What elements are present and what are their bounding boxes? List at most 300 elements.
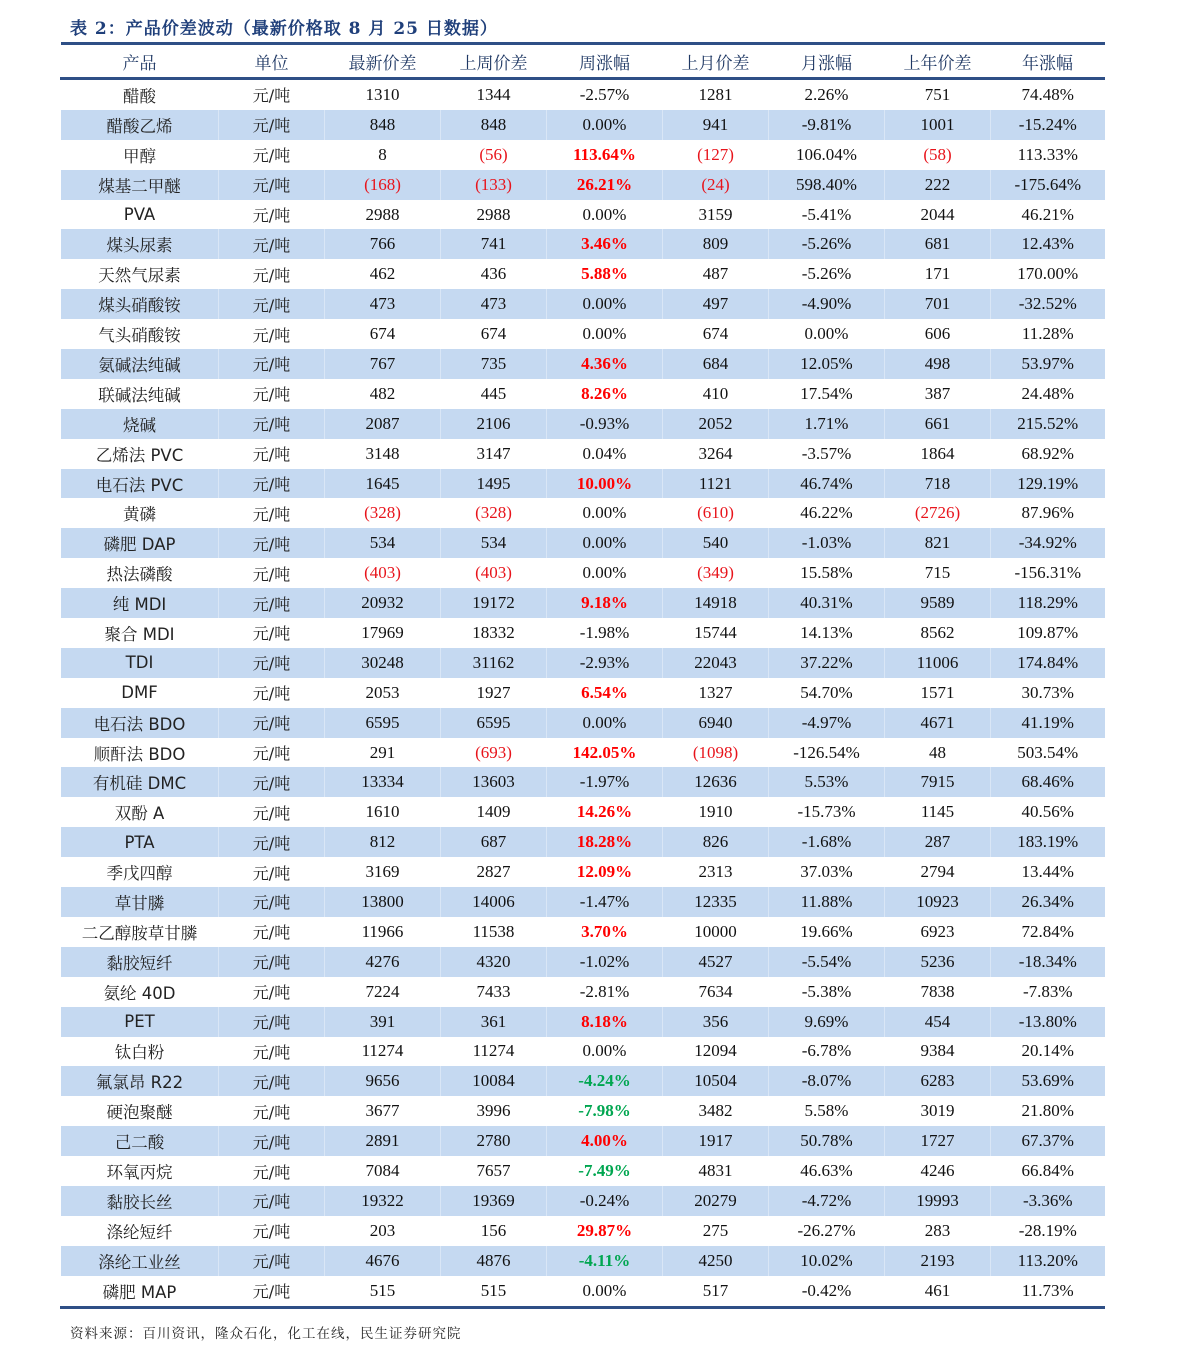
cell-last-month-spread: 1281 [663,79,769,110]
cell-latest-spread: 2053 [325,678,441,708]
cell-monthly-change: 5.53% [769,767,885,797]
cell-last-year-spread: 283 [885,1216,991,1246]
cell-last-month-spread: 941 [663,110,769,140]
cell-monthly-change: -1.03% [769,528,885,558]
cell-yearly-change: -28.19% [991,1216,1105,1246]
cell-monthly-change: -4.72% [769,1186,885,1216]
cell-last-week-spread: 11274 [441,1037,547,1067]
cell-last-year-spread: 454 [885,1007,991,1037]
cell-unit: 元/吨 [219,1246,325,1276]
cell-yearly-change: 113.20% [991,1246,1105,1276]
table-row [61,229,1105,259]
cell-last-year-spread: 6923 [885,917,991,947]
table-row [61,827,1105,857]
cell-last-month-spread: 1910 [663,797,769,827]
cell-weekly-change: 14.26% [547,797,663,827]
cell-monthly-change: 46.63% [769,1156,885,1186]
cell-weekly-change: -4.11% [547,1246,663,1276]
cell-last-year-spread: 2193 [885,1246,991,1276]
cell-unit: 元/吨 [219,947,325,977]
cell-yearly-change: -15.24% [991,110,1105,140]
cell-yearly-change: 183.19% [991,827,1105,857]
cell-product-name: 氨纶 40D [61,977,219,1007]
cell-last-week-spread: 735 [441,349,547,379]
cell-latest-spread: 3148 [325,439,441,469]
cell-yearly-change: 109.87% [991,618,1105,648]
cell-yearly-change: 30.73% [991,678,1105,708]
cell-unit: 元/吨 [219,648,325,678]
cell-unit: 元/吨 [219,588,325,618]
cell-last-month-spread: (127) [663,140,769,170]
cell-monthly-change: -26.27% [769,1216,885,1246]
cell-yearly-change: 174.84% [991,648,1105,678]
cell-last-week-spread: 13603 [441,767,547,797]
table-row [61,1037,1105,1067]
cell-product-name: 钛白粉 [61,1037,219,1067]
cell-product-name: 硬泡聚醚 [61,1096,219,1126]
cell-unit: 元/吨 [219,1156,325,1186]
cell-last-year-spread: 5236 [885,947,991,977]
cell-last-year-spread: 606 [885,319,991,349]
cell-monthly-change: -3.57% [769,439,885,469]
cell-latest-spread: 462 [325,259,441,289]
cell-product-name: PET [61,1007,219,1037]
cell-last-month-spread: 4250 [663,1246,769,1276]
cell-last-month-spread: 3264 [663,439,769,469]
cell-latest-spread: 203 [325,1216,441,1246]
cell-yearly-change: 24.48% [991,379,1105,409]
cell-monthly-change: 17.54% [769,379,885,409]
cell-unit: 元/吨 [219,797,325,827]
cell-yearly-change: 21.80% [991,1096,1105,1126]
cell-weekly-change: 5.88% [547,259,663,289]
cell-yearly-change: 72.84% [991,917,1105,947]
table-row [61,409,1105,439]
cell-latest-spread: 8 [325,140,441,170]
cell-monthly-change: 2.26% [769,79,885,110]
table-row [61,79,1105,110]
cell-latest-spread: (328) [325,498,441,528]
header-product: 产品 [122,53,157,74]
cell-yearly-change: 66.84% [991,1156,1105,1186]
cell-monthly-change: 12.05% [769,349,885,379]
cell-last-year-spread: 715 [885,558,991,588]
table-row [61,1126,1105,1156]
cell-unit: 元/吨 [219,558,325,588]
cell-last-month-spread: 809 [663,229,769,259]
cell-last-week-spread: 741 [441,229,547,259]
cell-product-name: 煤头硝酸铵 [61,289,219,319]
cell-latest-spread: 17969 [325,618,441,648]
table-row [61,498,1105,528]
cell-yearly-change: 46.21% [991,200,1105,230]
table-caption: 表 2：产品价差波动（最新价格取 8 月 25 日数据） [70,19,498,39]
cell-unit: 元/吨 [219,170,325,200]
cell-unit: 元/吨 [219,1126,325,1156]
table-row [61,678,1105,708]
cell-unit: 元/吨 [219,1037,325,1067]
cell-weekly-change: 0.00% [547,110,663,140]
cell-last-week-spread: (56) [441,140,547,170]
cell-latest-spread: 391 [325,1007,441,1037]
cell-latest-spread: 30248 [325,648,441,678]
cell-last-year-spread: 1727 [885,1126,991,1156]
cell-weekly-change: -2.57% [547,79,663,110]
cell-yearly-change: 53.97% [991,349,1105,379]
cell-weekly-change: -1.97% [547,767,663,797]
cell-last-week-spread: 687 [441,827,547,857]
cell-last-month-spread: 15744 [663,618,769,648]
cell-last-month-spread: 1327 [663,678,769,708]
cell-weekly-change: 26.21% [547,170,663,200]
cell-last-month-spread: 1917 [663,1126,769,1156]
cell-monthly-change: 19.66% [769,917,885,947]
cell-last-month-spread: 3159 [663,200,769,230]
table-row [61,1216,1105,1246]
cell-last-week-spread: 1409 [441,797,547,827]
cell-last-year-spread: 1001 [885,110,991,140]
cell-weekly-change: -7.98% [547,1096,663,1126]
cell-weekly-change: 0.00% [547,708,663,738]
cell-product-name: 己二酸 [61,1126,219,1156]
cell-last-month-spread: 4831 [663,1156,769,1186]
cell-product-name: 二乙醇胺草甘膦 [61,917,219,947]
cell-last-month-spread: 275 [663,1216,769,1246]
cell-weekly-change: 4.00% [547,1126,663,1156]
cell-yearly-change: -175.64% [991,170,1105,200]
cell-yearly-change: 26.34% [991,887,1105,917]
cell-last-year-spread: (58) [885,140,991,170]
cell-last-month-spread: 2052 [663,409,769,439]
cell-last-week-spread: 1927 [441,678,547,708]
cell-product-name: DMF [61,678,219,708]
cell-unit: 元/吨 [219,1066,325,1096]
table-row [61,528,1105,558]
cell-product-name: 环氧丙烷 [61,1156,219,1186]
cell-monthly-change: -0.42% [769,1276,885,1307]
cell-monthly-change: -5.26% [769,259,885,289]
header-monthly-change: 月涨幅 [801,53,852,74]
cell-weekly-change: 0.00% [547,200,663,230]
cell-yearly-change: 67.37% [991,1126,1105,1156]
cell-monthly-change: -5.54% [769,947,885,977]
cell-last-month-spread: 12094 [663,1037,769,1067]
cell-yearly-change: 68.46% [991,767,1105,797]
table-row [61,469,1105,499]
cell-unit: 元/吨 [219,708,325,738]
cell-last-month-spread: (610) [663,498,769,528]
cell-last-year-spread: 718 [885,469,991,499]
cell-monthly-change: -5.41% [769,200,885,230]
cell-product-name: 煤基二甲醚 [61,170,219,200]
cell-last-week-spread: (133) [441,170,547,200]
cell-unit: 元/吨 [219,259,325,289]
cell-yearly-change: 74.48% [991,79,1105,110]
header-weekly-change: 周涨幅 [579,53,630,74]
cell-weekly-change: 6.54% [547,678,663,708]
cell-product-name: 有机硅 DMC [61,767,219,797]
cell-product-name: 电石法 PVC [61,469,219,499]
header-last-year-spread: 上年价差 [903,53,972,74]
cell-latest-spread: (168) [325,170,441,200]
cell-yearly-change: -18.34% [991,947,1105,977]
cell-product-name: 醋酸乙烯 [61,110,219,140]
cell-last-month-spread: 7634 [663,977,769,1007]
cell-last-month-spread: 12636 [663,767,769,797]
cell-unit: 元/吨 [219,439,325,469]
cell-unit: 元/吨 [219,767,325,797]
cell-yearly-change: 11.73% [991,1276,1105,1307]
cell-latest-spread: 11274 [325,1037,441,1067]
cell-unit: 元/吨 [219,678,325,708]
cell-latest-spread: 812 [325,827,441,857]
cell-last-year-spread: 387 [885,379,991,409]
price-spread-table [60,42,1105,1309]
cell-unit: 元/吨 [219,917,325,947]
cell-last-month-spread: (1098) [663,738,769,768]
cell-latest-spread: 9656 [325,1066,441,1096]
cell-monthly-change: 46.74% [769,469,885,499]
cell-unit: 元/吨 [219,1216,325,1246]
cell-yearly-change: 40.56% [991,797,1105,827]
cell-product-name: 磷肥 MAP [61,1276,219,1307]
cell-monthly-change: 106.04% [769,140,885,170]
header-unit: 单位 [254,53,289,74]
cell-latest-spread: 767 [325,349,441,379]
cell-weekly-change: -7.49% [547,1156,663,1186]
table-row [61,857,1105,887]
table-header-row [61,44,1105,79]
cell-last-week-spread: 14006 [441,887,547,917]
cell-product-name: 煤头尿素 [61,229,219,259]
cell-yearly-change: 12.43% [991,229,1105,259]
cell-last-year-spread: 2044 [885,200,991,230]
cell-monthly-change: -8.07% [769,1066,885,1096]
cell-last-year-spread: 9589 [885,588,991,618]
cell-latest-spread: 7084 [325,1156,441,1186]
cell-latest-spread: 19322 [325,1186,441,1216]
cell-yearly-change: 503.54% [991,738,1105,768]
cell-last-week-spread: 7433 [441,977,547,1007]
cell-last-week-spread: 534 [441,528,547,558]
cell-monthly-change: 1.71% [769,409,885,439]
cell-product-name: 醋酸 [61,79,219,110]
table-row [61,797,1105,827]
table-row [61,588,1105,618]
cell-weekly-change: 0.00% [547,528,663,558]
cell-latest-spread: 291 [325,738,441,768]
cell-yearly-change: 41.19% [991,708,1105,738]
cell-last-year-spread: 4246 [885,1156,991,1186]
cell-last-month-spread: 22043 [663,648,769,678]
cell-yearly-change: 170.00% [991,259,1105,289]
cell-monthly-change: 0.00% [769,319,885,349]
cell-last-month-spread: 2313 [663,857,769,887]
cell-weekly-change: -0.93% [547,409,663,439]
table-row [61,319,1105,349]
cell-last-week-spread: 19369 [441,1186,547,1216]
cell-product-name: 乙烯法 PVC [61,439,219,469]
cell-last-week-spread: 1344 [441,79,547,110]
table-row [61,708,1105,738]
cell-last-month-spread: 674 [663,319,769,349]
cell-product-name: 季戊四醇 [61,857,219,887]
cell-last-week-spread: 436 [441,259,547,289]
cell-yearly-change: 215.52% [991,409,1105,439]
table-row [61,1066,1105,1096]
cell-product-name: 顺酐法 BDO [61,738,219,768]
cell-yearly-change: 129.19% [991,469,1105,499]
cell-weekly-change: 12.09% [547,857,663,887]
cell-last-year-spread: 751 [885,79,991,110]
cell-weekly-change: 0.00% [547,558,663,588]
cell-weekly-change: 4.36% [547,349,663,379]
cell-last-month-spread: (24) [663,170,769,200]
cell-weekly-change: 10.00% [547,469,663,499]
cell-product-name: PTA [61,827,219,857]
cell-last-month-spread: 684 [663,349,769,379]
cell-last-week-spread: 445 [441,379,547,409]
cell-weekly-change: 0.00% [547,1037,663,1067]
cell-yearly-change: 87.96% [991,498,1105,528]
cell-latest-spread: 2891 [325,1126,441,1156]
cell-product-name: 电石法 BDO [61,708,219,738]
cell-last-week-spread: 515 [441,1276,547,1307]
cell-product-name: 联碱法纯碱 [61,379,219,409]
cell-product-name: 聚合 MDI [61,618,219,648]
cell-last-week-spread: 2106 [441,409,547,439]
table-row [61,558,1105,588]
cell-last-year-spread: 6283 [885,1066,991,1096]
cell-monthly-change: 37.03% [769,857,885,887]
cell-monthly-change: 40.31% [769,588,885,618]
cell-monthly-change: -9.81% [769,110,885,140]
cell-monthly-change: 54.70% [769,678,885,708]
cell-product-name: 涤纶工业丝 [61,1246,219,1276]
cell-product-name: PVA [61,200,219,230]
cell-product-name: 涤纶短纤 [61,1216,219,1246]
cell-product-name: 黄磷 [61,498,219,528]
cell-unit: 元/吨 [219,110,325,140]
cell-unit: 元/吨 [219,738,325,768]
cell-last-week-spread: 4876 [441,1246,547,1276]
source-note: 资料来源：百川资讯，隆众石化，化工在线，民生证券研究院 [70,1326,462,1342]
cell-weekly-change: -0.24% [547,1186,663,1216]
cell-yearly-change: -3.36% [991,1186,1105,1216]
cell-latest-spread: 13334 [325,767,441,797]
cell-monthly-change: 46.22% [769,498,885,528]
cell-latest-spread: 534 [325,528,441,558]
cell-last-week-spread: 19172 [441,588,547,618]
table-row [61,887,1105,917]
cell-yearly-change: 20.14% [991,1037,1105,1067]
cell-yearly-change: 118.29% [991,588,1105,618]
cell-latest-spread: 1310 [325,79,441,110]
cell-weekly-change: 3.70% [547,917,663,947]
cell-latest-spread: 4676 [325,1246,441,1276]
cell-last-year-spread: 171 [885,259,991,289]
cell-yearly-change: -13.80% [991,1007,1105,1037]
cell-product-name: 纯 MDI [61,588,219,618]
cell-monthly-change: 598.40% [769,170,885,200]
table-row [61,1246,1105,1276]
cell-monthly-change: 14.13% [769,618,885,648]
cell-last-week-spread: 2827 [441,857,547,887]
cell-last-month-spread: (349) [663,558,769,588]
cell-last-year-spread: 1571 [885,678,991,708]
cell-monthly-change: 11.88% [769,887,885,917]
cell-yearly-change: -32.52% [991,289,1105,319]
cell-weekly-change: 8.26% [547,379,663,409]
cell-latest-spread: 848 [325,110,441,140]
cell-yearly-change: 11.28% [991,319,1105,349]
cell-last-year-spread: 461 [885,1276,991,1307]
cell-monthly-change: 15.58% [769,558,885,588]
cell-unit: 元/吨 [219,140,325,170]
table-row [61,767,1105,797]
cell-last-year-spread: 1864 [885,439,991,469]
cell-product-name: 气头硝酸铵 [61,319,219,349]
cell-last-week-spread: 848 [441,110,547,140]
cell-last-year-spread: 701 [885,289,991,319]
header-last-week-spread: 上周价差 [459,53,528,74]
cell-product-name: 氟氯昂 R22 [61,1066,219,1096]
table-row [61,379,1105,409]
cell-last-year-spread: 9384 [885,1037,991,1067]
cell-last-week-spread: 3996 [441,1096,547,1126]
table-row [61,140,1105,170]
cell-last-year-spread: 3019 [885,1096,991,1126]
cell-latest-spread: 1610 [325,797,441,827]
cell-monthly-change: 37.22% [769,648,885,678]
cell-unit: 元/吨 [219,977,325,1007]
cell-weekly-change: -1.98% [547,618,663,648]
cell-latest-spread: 2087 [325,409,441,439]
cell-unit: 元/吨 [219,229,325,259]
cell-last-week-spread: 31162 [441,648,547,678]
cell-last-year-spread: 2794 [885,857,991,887]
table-row [61,1276,1105,1307]
cell-last-year-spread: 4671 [885,708,991,738]
cell-yearly-change: 53.69% [991,1066,1105,1096]
cell-last-week-spread: 3147 [441,439,547,469]
cell-last-week-spread: 2780 [441,1126,547,1156]
cell-product-name: 黏胶短纤 [61,947,219,977]
table-row [61,349,1105,379]
table-row [61,1186,1105,1216]
cell-last-year-spread: 661 [885,409,991,439]
cell-monthly-change: -6.78% [769,1037,885,1067]
cell-product-name: 磷肥 DAP [61,528,219,558]
cell-monthly-change: -5.26% [769,229,885,259]
cell-unit: 元/吨 [219,827,325,857]
header-last-month-spread: 上月价差 [681,53,750,74]
cell-latest-spread: 2988 [325,200,441,230]
cell-last-year-spread: 1145 [885,797,991,827]
cell-weekly-change: 18.28% [547,827,663,857]
table-row [61,259,1105,289]
cell-weekly-change: -1.47% [547,887,663,917]
cell-latest-spread: 20932 [325,588,441,618]
header-latest-spread: 最新价差 [348,53,417,74]
cell-last-year-spread: 10923 [885,887,991,917]
cell-product-name: 甲醇 [61,140,219,170]
table-row [61,648,1105,678]
cell-monthly-change: -4.97% [769,708,885,738]
cell-latest-spread: 674 [325,319,441,349]
cell-product-name: 草甘膦 [61,887,219,917]
cell-latest-spread: 766 [325,229,441,259]
